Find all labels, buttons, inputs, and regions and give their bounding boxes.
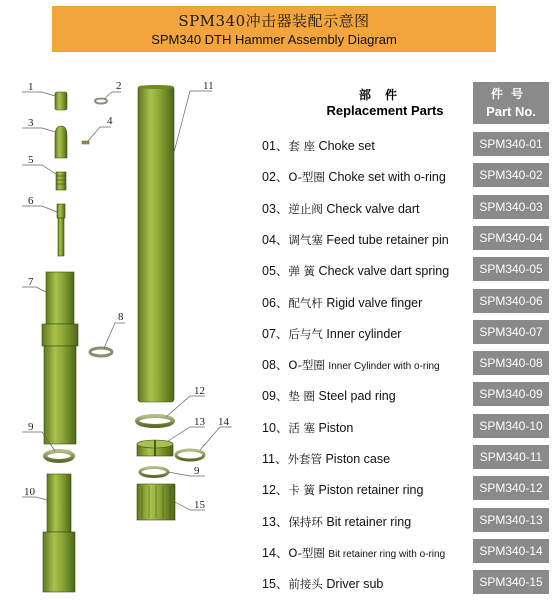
part-name-en: Choke set with o-ring xyxy=(328,170,446,184)
callout-6: 6 xyxy=(28,195,34,207)
part-name xyxy=(262,418,353,436)
part-row xyxy=(262,476,549,500)
part-name-en: Bit retainer ring with o-ring xyxy=(328,549,446,560)
part-name-cn: 活 塞 xyxy=(288,421,316,435)
part-row xyxy=(262,508,549,532)
part-index: 05、 xyxy=(262,264,289,278)
part-index: 14、 xyxy=(262,546,289,560)
part-index: 12、 xyxy=(262,483,289,497)
part-name xyxy=(262,512,411,530)
part-name xyxy=(262,324,401,342)
title-cn: SPM340冲击器装配示意图 xyxy=(178,12,370,30)
part-name-cn: 后与气 xyxy=(288,327,323,341)
part-index: 03、 xyxy=(262,202,289,216)
callout-9b: 9 xyxy=(194,465,200,477)
part-row xyxy=(262,445,549,469)
part-row xyxy=(262,163,549,187)
part-name-en: Inner Cylinder with o-ring xyxy=(328,361,440,372)
part-name-en: Piston retainer ring xyxy=(318,483,424,497)
title-en: SPM340 DTH Hammer Assembly Diagram xyxy=(151,32,397,47)
part-number-badge: SPM340-11 xyxy=(473,445,549,469)
callout-4: 4 xyxy=(107,115,113,127)
part-number-badge: SPM340-15 xyxy=(473,570,549,594)
part-name xyxy=(262,261,449,279)
part-name-cn: 套 座 xyxy=(288,139,316,153)
part-name-en: Rigid valve finger xyxy=(326,296,423,310)
part-name-cn: O-型圈 xyxy=(288,546,325,560)
callout-13: 13 xyxy=(194,416,205,428)
part-name-cn: 配气杆 xyxy=(288,296,323,310)
part-row xyxy=(262,320,549,344)
part-name-cn: 外套管 xyxy=(287,452,322,466)
part-name-cn: O-型圈 xyxy=(288,170,325,184)
callout-15: 15 xyxy=(194,499,205,511)
part-name-cn: O-型圈 xyxy=(288,358,325,372)
part-number-badge: SPM340-14 xyxy=(473,539,549,563)
part-2-o-ring xyxy=(95,99,107,104)
part-name xyxy=(262,480,423,498)
part-name-en: Piston case xyxy=(325,452,391,466)
callout-12: 12 xyxy=(194,385,205,397)
partno-header-en: Part No. xyxy=(486,104,536,119)
part-row xyxy=(262,195,549,219)
callout-3: 3 xyxy=(28,117,34,129)
part-row xyxy=(262,351,549,375)
part-8-o-ring xyxy=(90,348,112,356)
part-3-check-valve-dart xyxy=(55,126,67,158)
part-row xyxy=(262,226,549,250)
part-name-en: Check valve dart spring xyxy=(318,264,450,278)
part-index: 04、 xyxy=(262,233,289,247)
callout-10: 10 xyxy=(24,486,35,498)
part-name xyxy=(262,167,446,185)
callout-8: 8 xyxy=(118,311,124,323)
part-row xyxy=(262,570,549,594)
part-row xyxy=(262,382,549,406)
part-name-cn: 保持环 xyxy=(288,515,323,529)
part-number-badge: SPM340-09 xyxy=(473,382,549,406)
part-index: 01、 xyxy=(262,139,289,153)
part-1-choke-set xyxy=(55,92,67,110)
part-index: 08、 xyxy=(262,358,289,372)
part-index: 02、 xyxy=(262,170,289,184)
part-index: 13、 xyxy=(262,515,289,529)
part-index: 06、 xyxy=(262,296,289,310)
part-10-piston xyxy=(43,474,75,592)
part-12-retainer-ring xyxy=(137,416,173,426)
part-9-steel-pad-ring-2 xyxy=(140,468,168,477)
part-15-driver-sub xyxy=(137,484,175,520)
part-number-badge: SPM340-13 xyxy=(473,508,549,532)
part-name xyxy=(262,449,390,467)
part-number-badge: SPM340-07 xyxy=(473,320,549,344)
part-number-badge: SPM340-08 xyxy=(473,351,549,375)
part-number-badge: SPM340-01 xyxy=(473,132,549,156)
part-name-en: Inner cylinder xyxy=(326,327,402,341)
part-number-badge: SPM340-06 xyxy=(473,289,549,313)
part-row xyxy=(262,539,549,563)
part-name-en: Choke set xyxy=(318,139,375,153)
part-no-header xyxy=(473,82,549,124)
assembly-diagram xyxy=(0,0,260,601)
part-index: 09、 xyxy=(262,389,289,403)
partno-header-cn: 件号 xyxy=(490,87,531,101)
part-name-en: Bit retainer ring xyxy=(326,515,412,529)
part-name xyxy=(262,136,375,154)
callout-5: 5 xyxy=(28,154,34,166)
parts-header-en: Replacement Parts xyxy=(326,103,444,118)
part-4-retainer-pin xyxy=(82,141,89,144)
callout-1: 1 xyxy=(28,81,34,93)
part-name-en: Piston xyxy=(318,421,354,435)
part-name xyxy=(262,574,383,592)
part-name-cn: 前接头 xyxy=(288,577,323,591)
part-number-badge: SPM340-03 xyxy=(473,195,549,219)
part-9-steel-pad-ring xyxy=(45,451,73,461)
part-number-badge: SPM340-12 xyxy=(473,476,549,500)
part-number-badge: SPM340-10 xyxy=(473,414,549,438)
part-6-valve-finger xyxy=(57,204,65,256)
part-row xyxy=(262,257,549,281)
part-name-en: Feed tube retainer pin xyxy=(326,233,449,247)
part-index: 11、 xyxy=(262,452,288,466)
part-name xyxy=(262,199,420,217)
part-name-cn: 卡 簧 xyxy=(288,483,316,497)
part-name-cn: 逆止阀 xyxy=(288,202,323,216)
part-name-cn: 调气塞 xyxy=(288,233,323,247)
part-index: 07、 xyxy=(262,327,289,341)
part-index: 15、 xyxy=(262,577,289,591)
part-index: 10、 xyxy=(262,421,289,435)
part-row xyxy=(262,289,549,313)
part-name-en: Steel pad ring xyxy=(318,389,396,403)
callout-9: 9 xyxy=(28,421,34,433)
part-name xyxy=(262,293,422,311)
part-number-badge: SPM340-04 xyxy=(473,226,549,250)
part-row xyxy=(262,132,549,156)
callout-11: 11 xyxy=(203,80,214,92)
callout-2: 2 xyxy=(116,80,122,92)
part-name-cn: 垫 圈 xyxy=(288,389,316,403)
part-name-cn: 弹 簧 xyxy=(288,264,316,278)
replacement-parts-header xyxy=(310,88,460,118)
callout-14: 14 xyxy=(218,416,229,428)
part-13-bit-retainer-ring xyxy=(137,440,173,456)
part-name-en: Driver sub xyxy=(326,577,384,591)
part-name xyxy=(262,543,445,561)
part-14-o-ring xyxy=(176,450,204,460)
part-name xyxy=(262,355,440,373)
part-7-inner-cylinder xyxy=(42,272,78,444)
part-number-badge: SPM340-02 xyxy=(473,163,549,187)
callout-7: 7 xyxy=(28,276,34,288)
parts-header-cn: 部件 xyxy=(358,88,411,102)
part-name xyxy=(262,386,396,404)
part-name xyxy=(262,230,449,248)
part-number-badge: SPM340-05 xyxy=(473,257,549,281)
part-name-en: Check valve dart xyxy=(326,202,420,216)
part-row xyxy=(262,414,549,438)
part-5-spring xyxy=(56,172,66,190)
part-11-piston-case xyxy=(138,85,174,402)
